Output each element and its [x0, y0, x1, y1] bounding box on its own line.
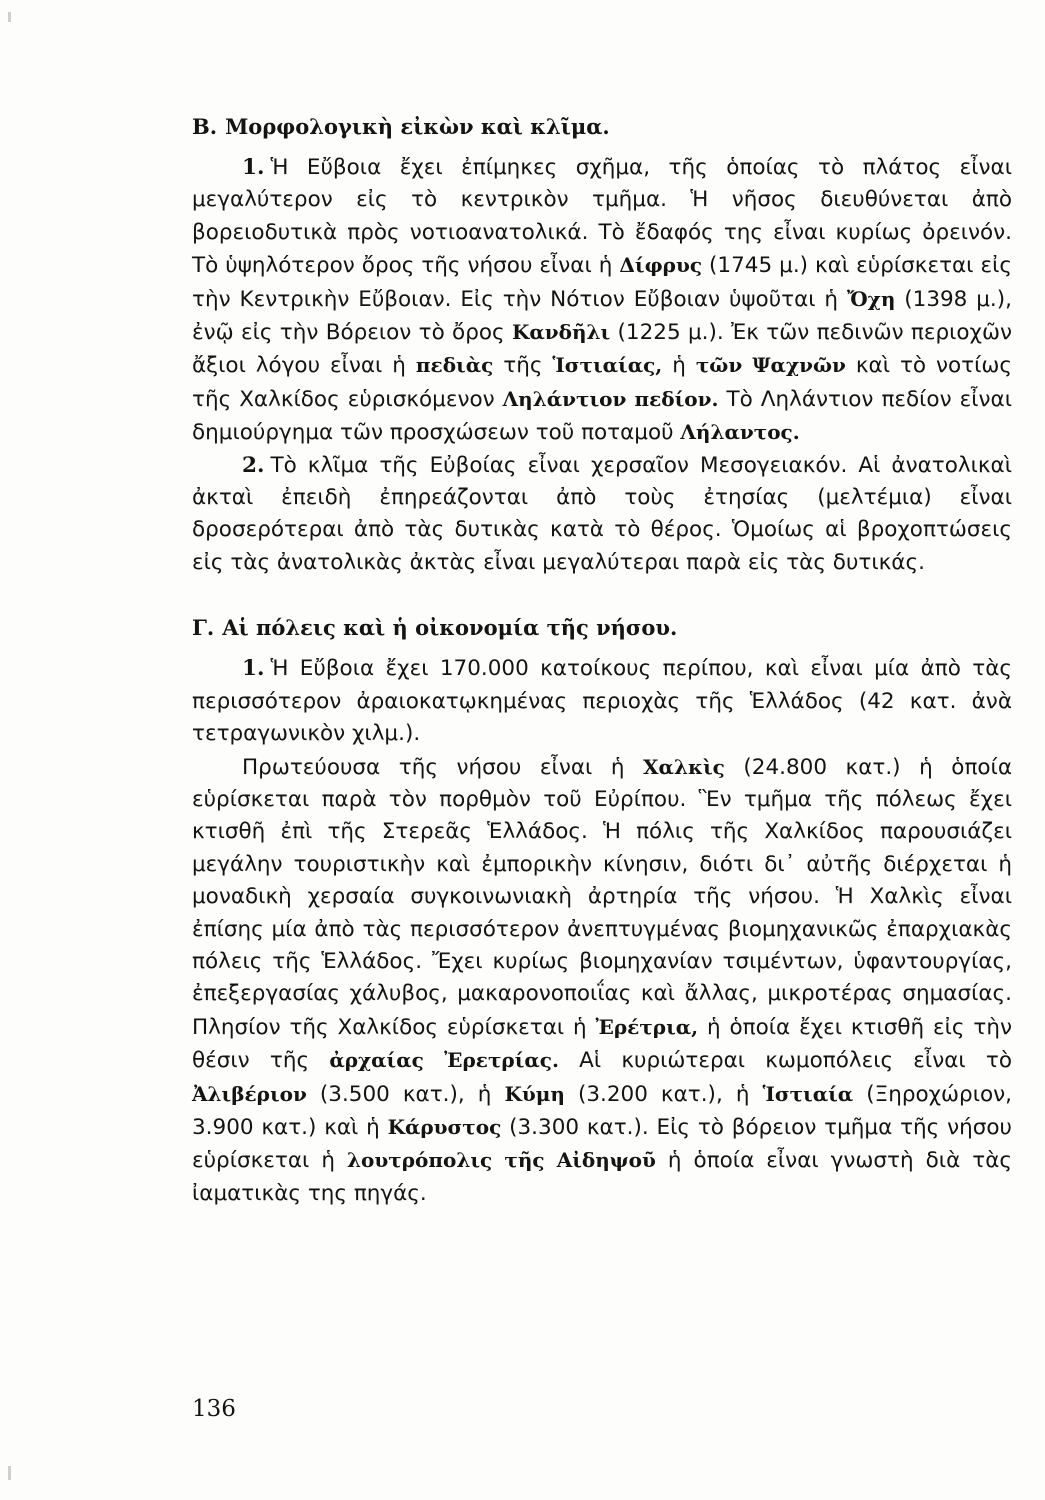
page-number: 136	[192, 1396, 236, 1422]
paragraph	[192, 653, 1012, 750]
text-run: τῆς	[503, 353, 543, 379]
text-run: ἡ ὁποία ἔχει κτισθῆ εἰς τὴν θέσιν τῆς	[192, 1014, 1012, 1074]
text-run: (3.200 κατ.), ἡ	[577, 1081, 750, 1107]
bold-term: Κύμη	[504, 1081, 565, 1106]
text-run: (24.800 κατ.) ἡ ὁποία εὑρίσκεται παρὰ τὸν πορθμὸν τοῦ Εὐρίπου. Ἓν τμῆμα τῆς πόλεως ἔχει κτισθῆ ἐπὶ τῆς Στερεᾶς Ἑλλάδος. Ἡ πόλις τῆς Χαλκίδος παρουσιάζει μεγάλην τουριστικὴν καὶ ἐμπορικὴν κίνησιν, διότι δι᾽ αὐτῆς διέρχεται ἡ μοναδικὴ χερσαία συγκοινωνιακὴ ἀρτηρία τῆς νήσου. Ἡ Χαλκὶς εἶναι ἐπίσης μία ἀπὸ τὰς περισσότερον ἀνεπτυγμένας βιομηχανικῶς ἐπαρχιακὰς πόλεις τῆς Ἑλλάδος. Ἔχει κυρίως βιομηχανίαν τσιμέντων, ὑφαντουργίας, ἐπεξεργασίας χάλυβος, μακαρονοποιΐας καὶ ἄλλας, μικροτέρας σημασίας. Πλησίον τῆς Χαλκίδος εὑρίσκεται ἡ	[192, 754, 1012, 1040]
bold-term: Ἀλιβέριον	[192, 1081, 307, 1106]
bold-term: Λήλαντος.	[680, 420, 800, 445]
bold-term: Ἱστιαίας,	[552, 353, 663, 378]
text-run: Τὸ Ληλάντιον πεδίον εἶναι δημιούργημα τῶν προσχώσεων τοῦ ποταμοῦ	[192, 386, 1012, 446]
paragraph	[192, 751, 1012, 1211]
text-run: ἡ ὁποία εἶναι γνωστὴ διὰ τὰς ἰαματικὰς της πηγάς.	[192, 1148, 1013, 1206]
text-run: (3.300 κατ.). Εἰς τὸ βόρειον τμῆμα τῆς νήσου εὑρίσκεται ἡ	[192, 1114, 1012, 1174]
bold-term: Κανδῆλι	[511, 320, 611, 345]
text-run: Τὸ κλῖμα τῆς Εὐβοίας εἶναι χερσαῖον Μεσογειακόν. Αἱ ἀνατολικαὶ ἀκταὶ ἐπειδὴ ἐπηρεάζονται ἀπὸ τοὺς ἐτησίας (μελτέμια) εἶναι δροσερότεραι ἀπὸ τὰς δυτικὰς κατὰ τὸ θέρος. Ὁμοίως αἱ βροχοπτώσεις εἰς τὰς ἀνατολικὰς ἀκτὰς εἶναι μεγαλύτεραι παρὰ εἰς τὰς δυτικάς.	[192, 452, 1012, 575]
bold-term: πεδιὰς	[415, 353, 494, 378]
text-column	[192, 112, 1012, 1210]
section-c-heading	[192, 613, 1012, 643]
text-run: καὶ τὸ νοτίως τῆς Χαλκίδος εὑρισκόμενον	[192, 353, 1013, 412]
text-run: (Ξηροχώριον, 3.900 κατ.) καὶ ἡ	[192, 1081, 1012, 1140]
text-run: (3.500 κατ.), ἡ	[319, 1081, 492, 1107]
bold-term: Χαλκὶς	[643, 754, 725, 779]
bold-term: Ἱστιαία	[762, 1081, 854, 1106]
bold-term: λουτρόπολις τῆς Αἰδηψοῦ	[347, 1148, 656, 1173]
text-run: Αἱ κυριώτεραι κωμοπόλεις εἶναι τὸ	[579, 1048, 1012, 1074]
text-run: Ἡ Εὔβοια ἔχει 170.000 κατοίκους περίπου, καὶ εἶναι μία ἀπὸ τὰς περισσότερον ἀραιοκατῳκημένας περιοχὰς τῆς Ἑλλάδος (42 κατ. ἀνὰ τετραγωνικὸν χιλμ.).	[192, 656, 1012, 747]
section-letter: Β.	[192, 114, 218, 139]
text-run: (1225 μ.). Ἐκ τῶν πεδινῶν περιοχῶν ἄξιοι λόγου εἶναι ἡ	[192, 320, 1012, 379]
paragraph-number: 1.	[242, 155, 265, 180]
bold-term: Ἐρέτρια,	[595, 1014, 699, 1039]
text-run: (1398 μ.), ἐνῷ εἰς τὴν Βόρειον τὸ ὄρος	[192, 286, 1012, 346]
section-b-heading	[192, 112, 1012, 142]
text-run: Ἡ Εὔβοια ἔχει ἐπίμηκες σχῆμα, τῆς ὁποίας τὸ πλάτος εἶναι μεγαλύτερον εἰς τὸ κεντρικὸν τμῆμα. Ἡ νῆσος διευθύνεται ἀπὸ βορειοδυτικὰ πρὸς νοτιοανατολικά. Τὸ ἔδαφός της εἶναι κυρίως ὀρεινόν. Τὸ ὑψηλότερον ὄρος τῆς νήσου εἶναι ἡ	[192, 155, 1012, 279]
text-run: (1745 μ.) καὶ εὑρίσκεται εἰς τὴν Κεντρικὴν Εὔβοιαν. Εἰς τὴν Νότιον Εὔβοιαν ὑψοῦται ἡ	[192, 253, 1012, 312]
scan-edge-mark	[8, 12, 11, 22]
bold-term: τῶν Ψαχνῶν	[695, 353, 846, 378]
section-title: Αἱ πόλεις καὶ ἡ οἰκονομία τῆς νήσου.	[222, 615, 678, 641]
bold-term: Ὄχη	[846, 286, 896, 311]
text-run: Πρωτεύουσα τῆς νήσου εἶναι ἡ	[242, 754, 625, 780]
section-title: Μορφολογικὴ εἰκὼν καὶ κλῖμα.	[225, 114, 610, 139]
paragraph	[192, 450, 1012, 580]
bold-term: ἀρχαίας Ἐρετρίας.	[329, 1048, 559, 1073]
text-run: ἡ	[672, 353, 686, 379]
bold-term: Κάρυστος	[387, 1114, 502, 1139]
paragraph-number: 2.	[242, 452, 265, 478]
bold-term: Ληλάντιον πεδίον.	[502, 386, 719, 411]
paragraph	[192, 152, 1012, 450]
paragraph-number: 1.	[242, 656, 265, 682]
scan-edge-mark	[8, 1466, 11, 1480]
section-letter: Γ.	[192, 615, 215, 641]
bold-term: Δίφρυς	[619, 253, 703, 278]
